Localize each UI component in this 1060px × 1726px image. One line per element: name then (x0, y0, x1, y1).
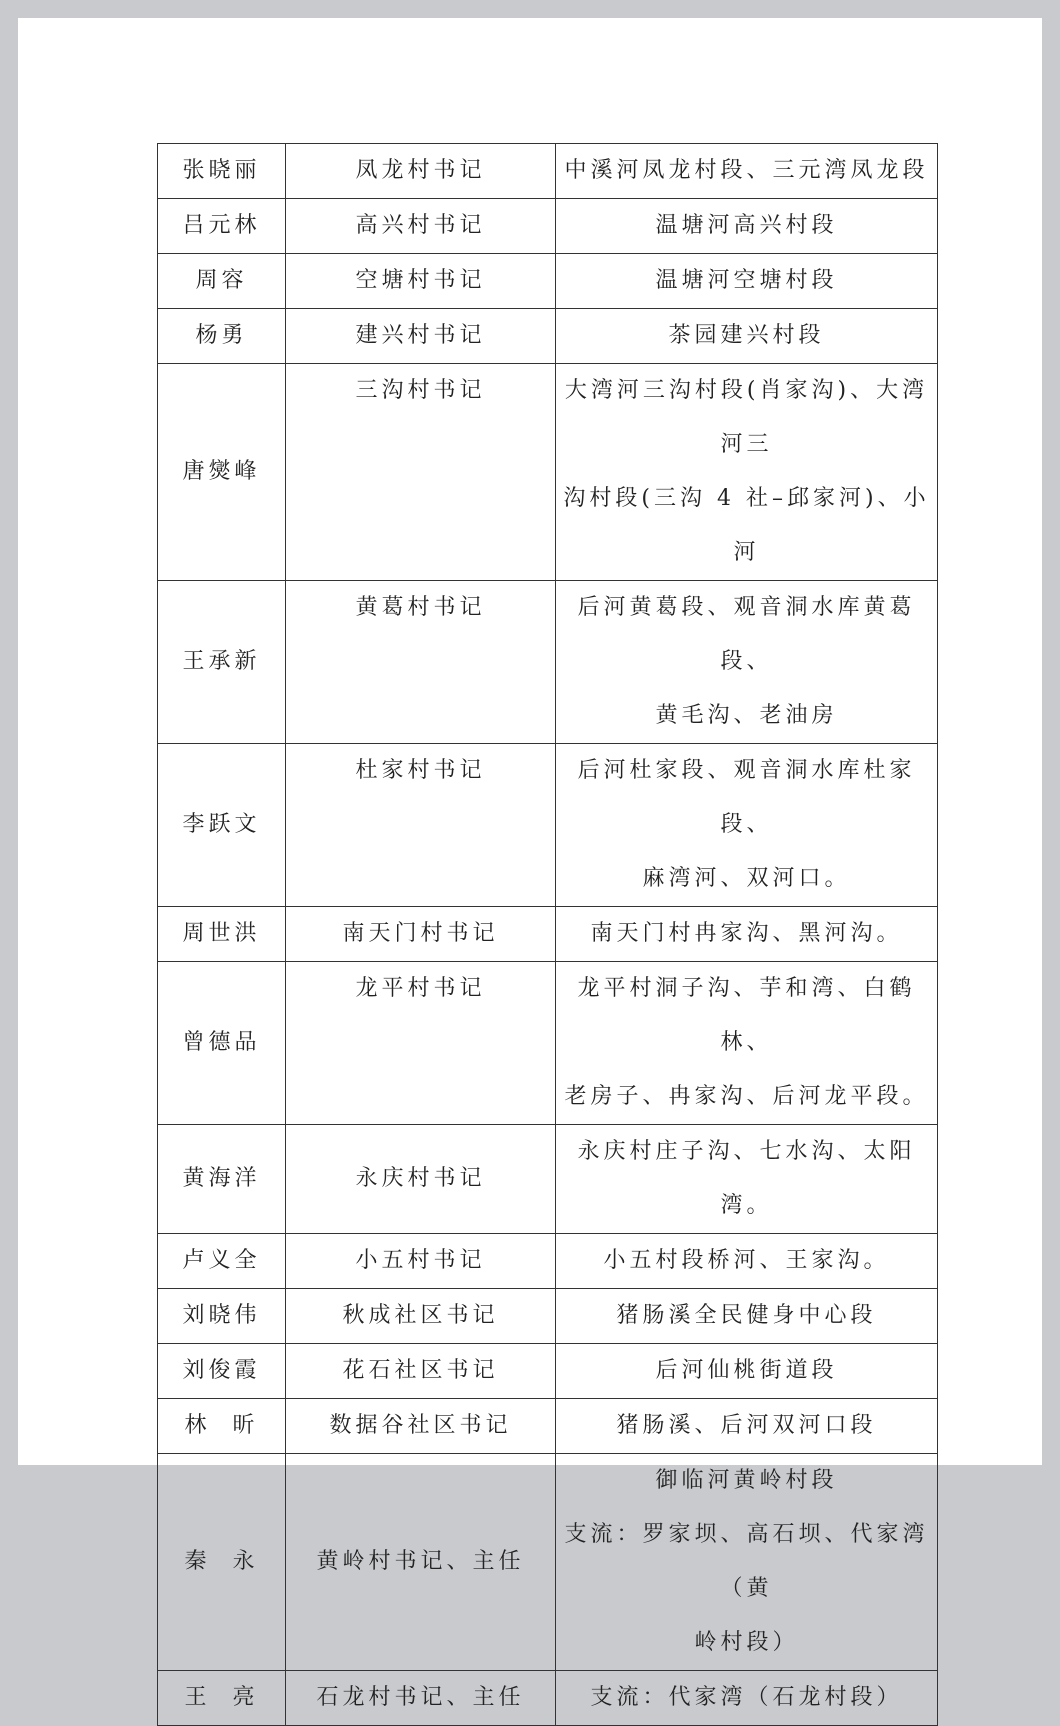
section-line: 黄毛沟、老油房 (655, 703, 838, 728)
person-name: 曾德品 (158, 962, 286, 1125)
section-line: 永庆村庄子沟、七水沟、太阳湾。 (577, 1139, 916, 1218)
river-section (556, 1399, 938, 1454)
river-section (556, 907, 938, 962)
person-role: 永庆村书记 (286, 1125, 556, 1234)
section-line: 御临河黄岭村段 (655, 1468, 838, 1493)
section-line: 后河仙桃街道段 (655, 1358, 838, 1383)
section-line: 支流：罗家坝、高石坝、代家湾（黄 (564, 1522, 929, 1601)
section-line: 中溪河凤龙村段、三元湾凤龙段 (564, 158, 929, 183)
person-name: 黄海洋 (158, 1125, 286, 1234)
section-line: 温塘河高兴村段 (655, 213, 838, 238)
section-line: 岭村段） (694, 1630, 799, 1655)
person-role: 数据谷社区书记 (286, 1399, 556, 1454)
person-role: 凤龙村书记 (286, 144, 556, 199)
section-line: 小五村段桥河、王家沟。 (603, 1248, 890, 1273)
river-section (556, 1234, 938, 1289)
person-name: 张晓丽 (158, 144, 286, 199)
river-section (556, 1671, 938, 1726)
table-row (158, 254, 938, 309)
person-role: 石龙村书记、主任 (286, 1671, 556, 1726)
section-line: 猪肠溪、后河双河口段 (616, 1413, 877, 1438)
person-name: 刘俊霞 (158, 1344, 286, 1399)
person-name: 秦 永 (158, 1454, 286, 1671)
river-section (556, 254, 938, 309)
section-line: 沟村段(三沟 4 社–邱家河)、小河 (563, 486, 930, 565)
table-row (158, 1234, 938, 1289)
person-name: 李跃文 (158, 744, 286, 907)
person-name: 吕元林 (158, 199, 286, 254)
table-row (158, 907, 938, 962)
person-role: 三沟村书记 (286, 364, 556, 581)
table-row (158, 1125, 938, 1234)
river-section (556, 144, 938, 199)
person-role: 南天门村书记 (286, 907, 556, 962)
river-section (556, 962, 938, 1125)
section-line: 温塘河空塘村段 (655, 268, 838, 293)
river-section (556, 744, 938, 907)
river-chief-table (157, 143, 938, 1726)
person-name: 王承新 (158, 581, 286, 744)
table-row (158, 1454, 938, 1671)
river-section (556, 1454, 938, 1671)
table-row (158, 199, 938, 254)
section-line: 南天门村冉家沟、黑河沟。 (590, 921, 903, 946)
person-name: 杨勇 (158, 309, 286, 364)
person-role: 建兴村书记 (286, 309, 556, 364)
table-row (158, 581, 938, 744)
table-row (158, 364, 938, 581)
river-section (556, 199, 938, 254)
person-name: 周世洪 (158, 907, 286, 962)
river-section (556, 364, 938, 581)
person-name: 林 昕 (158, 1399, 286, 1454)
person-role: 秋成社区书记 (286, 1289, 556, 1344)
section-line: 后河黄葛段、观音洞水库黄葛段、 (577, 595, 916, 674)
person-role: 龙平村书记 (286, 962, 556, 1125)
river-section (556, 1344, 938, 1399)
person-role: 空塘村书记 (286, 254, 556, 309)
section-line: 支流：代家湾（石龙村段） (590, 1685, 903, 1710)
person-role: 黄葛村书记 (286, 581, 556, 744)
person-role: 花石社区书记 (286, 1344, 556, 1399)
table-row (158, 1289, 938, 1344)
section-line: 猪肠溪全民健身中心段 (616, 1303, 877, 1328)
section-line: 后河杜家段、观音洞水库杜家段、 (577, 758, 916, 837)
person-role: 黄岭村书记、主任 (286, 1454, 556, 1671)
table-row (158, 144, 938, 199)
table-row (158, 744, 938, 907)
table-row (158, 1344, 938, 1399)
table-row (158, 1399, 938, 1454)
person-role: 高兴村书记 (286, 199, 556, 254)
river-section (556, 1289, 938, 1344)
person-role: 小五村书记 (286, 1234, 556, 1289)
river-section (556, 581, 938, 744)
person-name: 周容 (158, 254, 286, 309)
person-name: 王 亮 (158, 1671, 286, 1726)
table-row (158, 1671, 938, 1726)
river-section (556, 1125, 938, 1234)
river-section (556, 309, 938, 364)
person-role: 杜家村书记 (286, 744, 556, 907)
person-name: 卢义全 (158, 1234, 286, 1289)
section-line: 麻湾河、双河口。 (642, 866, 851, 891)
section-line: 茶园建兴村段 (668, 323, 825, 348)
person-name: 唐爕峰 (158, 364, 286, 581)
person-name: 刘晓伟 (158, 1289, 286, 1344)
section-line: 龙平村洞子沟、芋和湾、白鹤林、 (577, 976, 916, 1055)
document-page (18, 18, 1042, 1710)
section-line: 大湾河三沟村段(肖家沟)、大湾河三 (564, 378, 929, 457)
table-row (158, 309, 938, 364)
table-row (158, 962, 938, 1125)
section-line: 老房子、冉家沟、后河龙平段。 (564, 1084, 929, 1109)
